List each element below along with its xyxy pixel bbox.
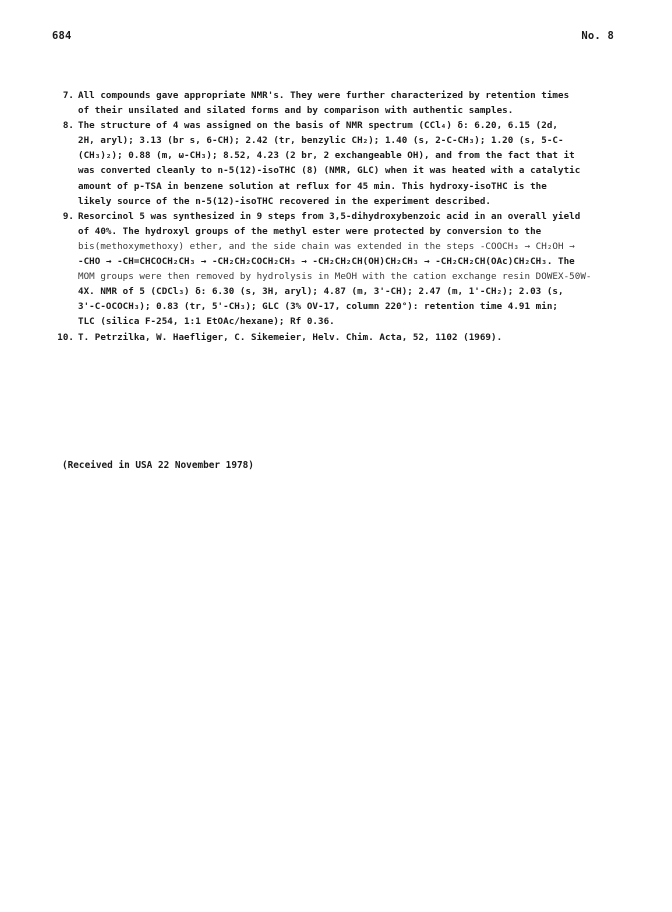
note-10 [52, 330, 622, 345]
note-line: likely source of the n-5(12)-isoTHC recovered in the experiment described. [78, 195, 492, 207]
note-number: 8. [62, 120, 74, 132]
received-date: (Received in USA 22 November 1978) [62, 460, 254, 471]
note-line: amount of p-TSA in benzene solution at reflux for 45 min. This hydroxy-isoTHC is the [78, 180, 547, 192]
note-line: of their unsilated and silated forms and by comparison with authentic samples. [78, 105, 514, 117]
note-number: 9. [62, 210, 74, 222]
note-line: The structure of 4 was assigned on the basis of NMR spectrum (CCl₄) δ: 6.20, 6.15 (2d, [78, 120, 558, 132]
note-7 [52, 88, 622, 118]
note-number: 7. [62, 90, 74, 101]
page-number: 684 [52, 30, 72, 42]
note-number: 10. [57, 331, 74, 343]
note-line: All compounds gave appropriate NMR's. They were further characterized by retention times [78, 90, 570, 101]
note-line: (CH₃)₂); 0.88 (m, ω-CH₃); 8.52, 4.23 (2 br, 2 exchangeable OH), and from the fact that it [78, 150, 575, 162]
note-line: MOM groups were then removed by hydrolysis in MeOH with the cation exchange resin DOWEX-50W- [78, 271, 592, 283]
note-line: 4X. NMR of 5 (CDCl₃) δ: 6.30 (s, 3H, aryl); 4.87 (m, 3'-CH); 2.47 (m, 1'-CH₂); 2.03 (s, [78, 286, 564, 298]
note-line: Resorcinol 5 was synthesized in 9 steps from 3,5-dihydroxybenzoic acid in an overall yield [78, 210, 581, 222]
note-8 [52, 118, 622, 209]
note-line: of 40%. The hydroxyl groups of the methyl ester were protected by conversion to the [78, 225, 542, 237]
note-line: 2H, aryl); 3.13 (br s, 6-CH); 2.42 (tr, benzylic CH₂); 1.40 (s, 2-C-CH₃); 1.20 (s, 5-C- [78, 135, 564, 147]
note-line: bis(methoxymethoxy) ether, and the side chain was extended in the steps -COOCH₃ → CH₂OH → [78, 240, 575, 252]
note-line: was converted cleanly to n-5(12)-isoTHC (8) (NMR, GLC) when it was heated with a catalytic [78, 165, 581, 177]
reference-notes [52, 88, 622, 345]
note-line: TLC (silica F-254, 1:1 EtOAc/hexane); Rf 0.36. [78, 316, 335, 328]
note-line: -CHO → -CH=CHCOCH₂CH₃ → -CH₂CH₂COCH₂CH₃ → -CH₂CH₂CH(OH)CH₂CH₃ → -CH₂CH₂CH(OAc)CH₂CH₃. The [78, 256, 575, 268]
note-9 [52, 209, 622, 330]
note-line: 3'-C-OCOCH₃); 0.83 (tr, 5'-CH₃); GLC (3% OV-17, column 220°): retention time 4.91 min; [78, 301, 558, 313]
issue-number: No. 8 [581, 30, 614, 42]
note-line: T. Petrzilka, W. Haefliger, C. Sikemeier, Helv. Chim. Acta, 52, 1102 (1969). [78, 331, 503, 343]
